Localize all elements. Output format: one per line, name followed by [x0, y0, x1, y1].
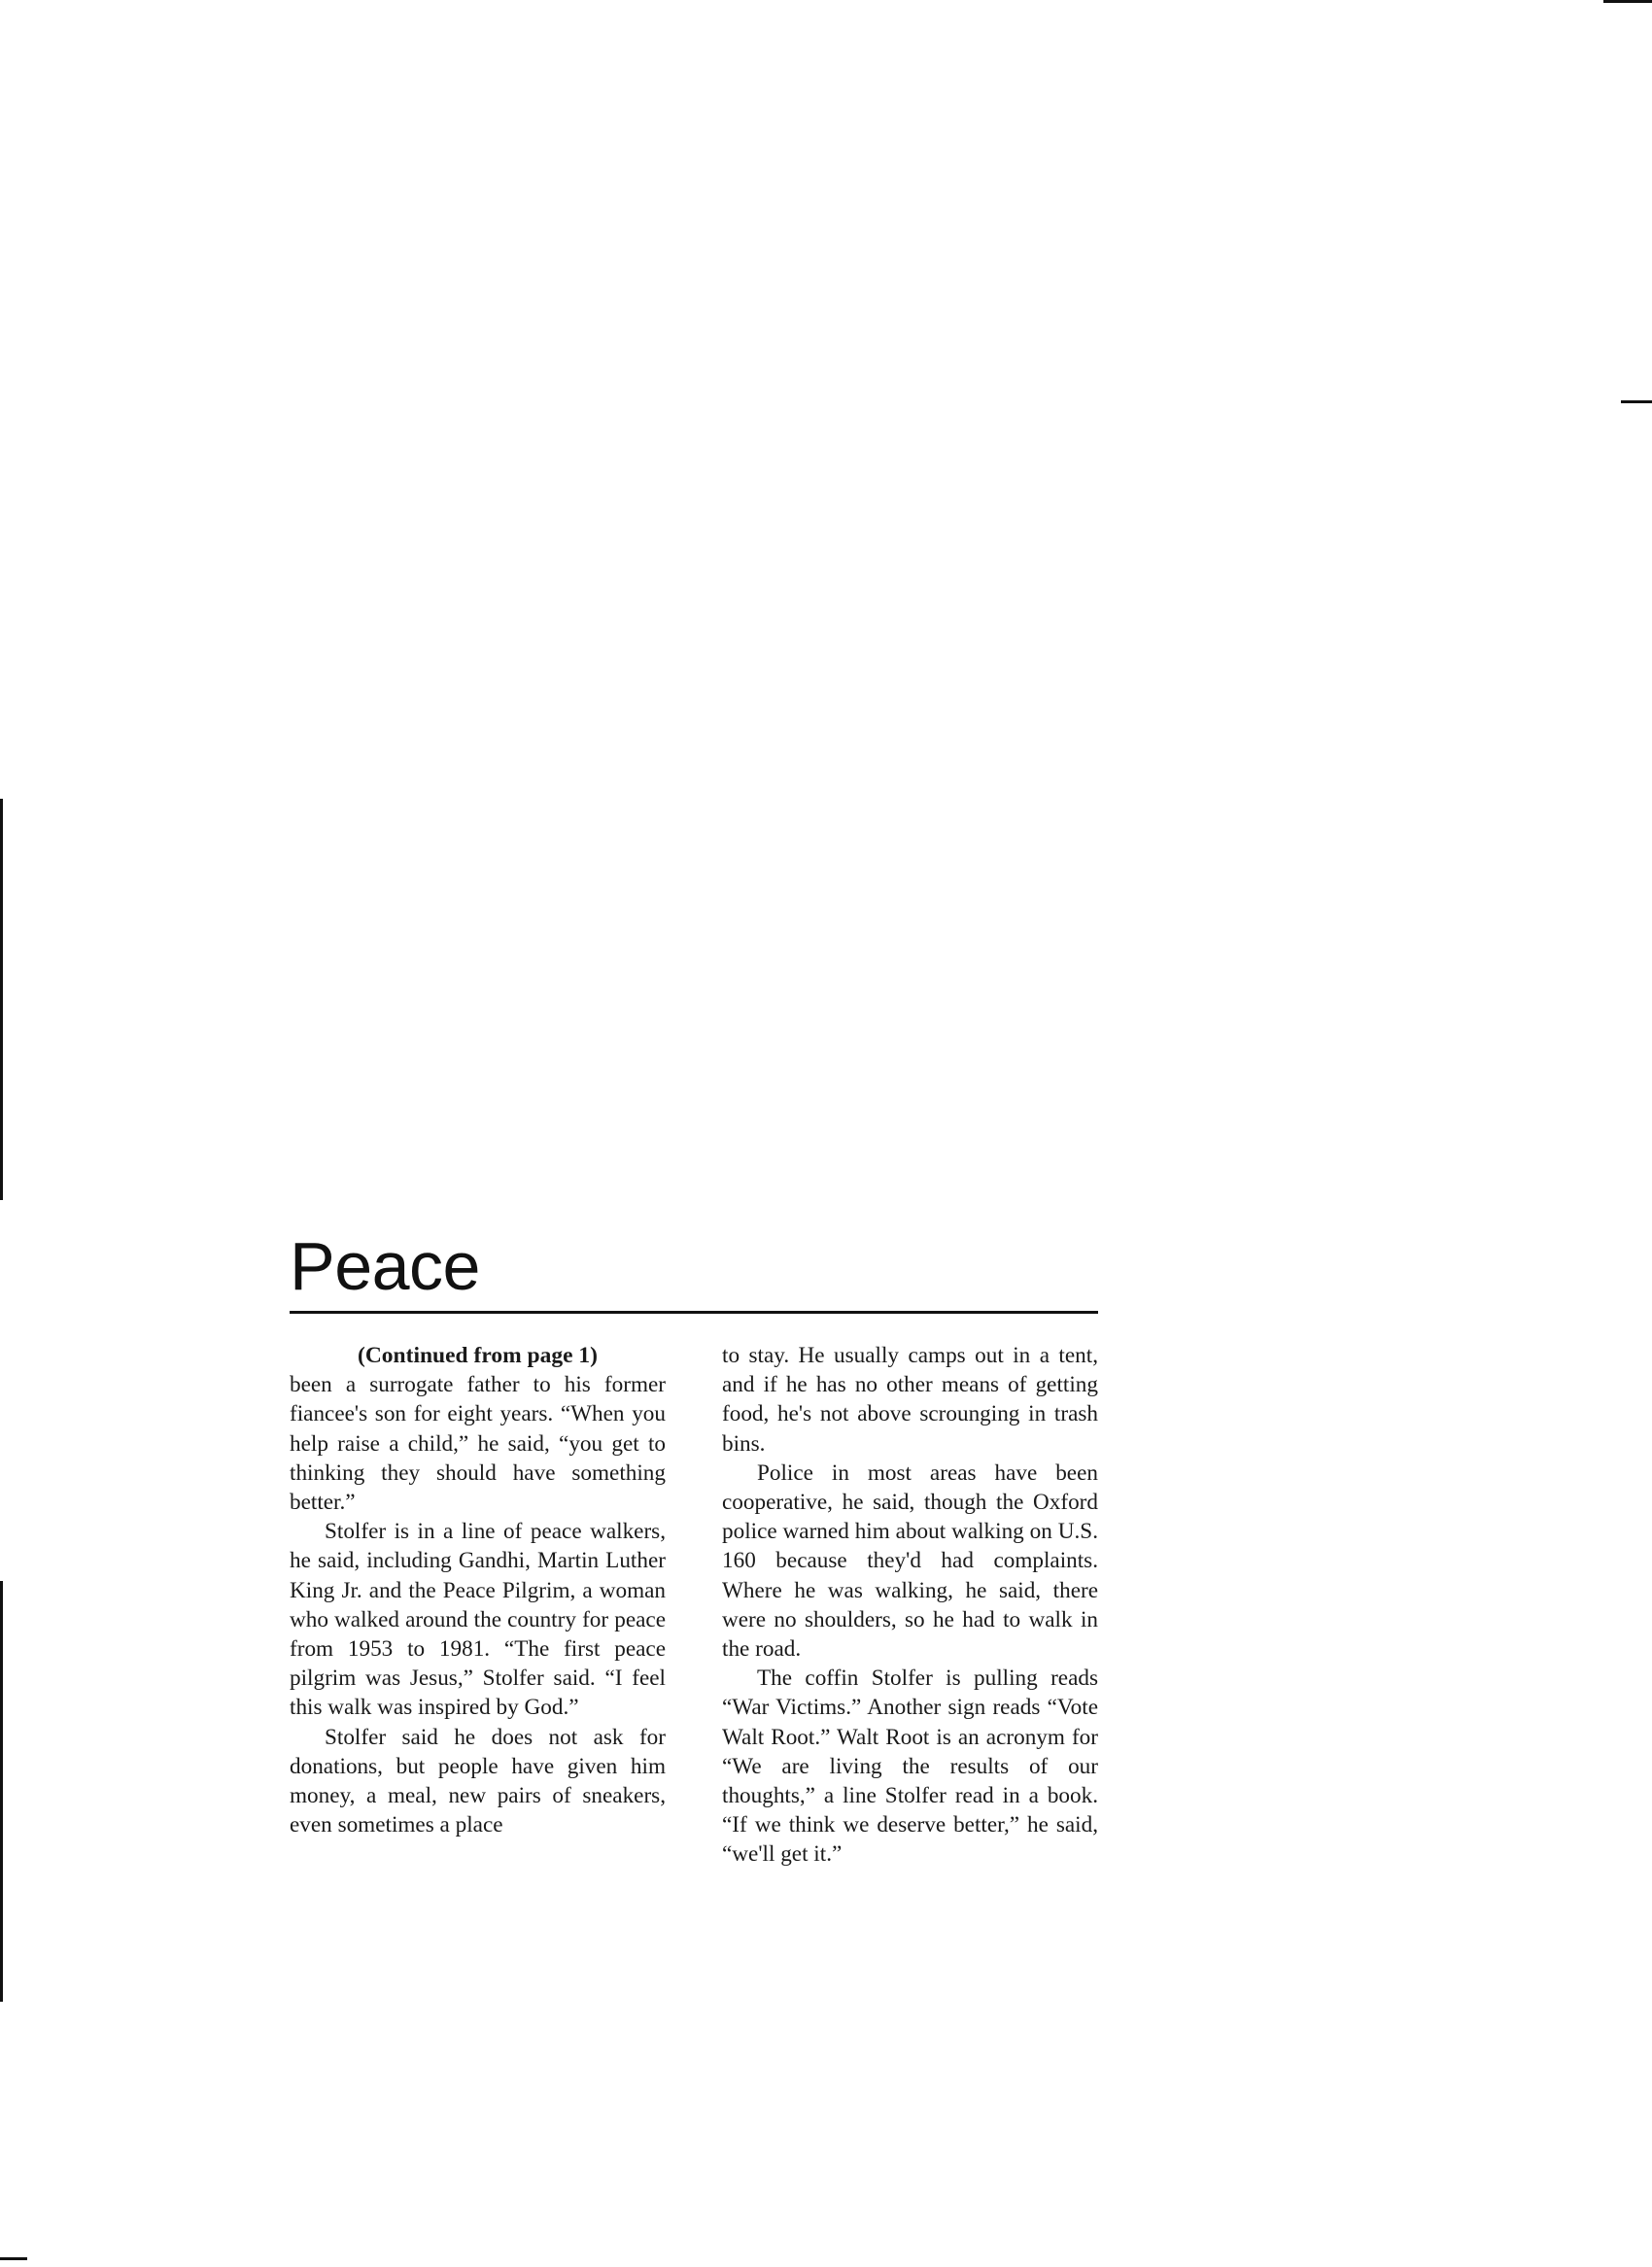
headline: Peace: [290, 1228, 480, 1304]
scan-edge-mark: [0, 799, 3, 1200]
paragraph: Stolfer is in a line of peace walkers, he said, including Gandhi, Martin Luther King Jr. and the Peace Pilgrim, a woman who walked around the country for peace from 1953 to 1981. “The first peace pilgrim was Jesus,” Stolfer said. “I feel this walk was inspired by God.”: [290, 1519, 666, 1721]
column-left: [290, 1341, 666, 1870]
headline-rule: [290, 1311, 1098, 1314]
paragraph: Stolfer said he does not ask for donations, but people have given him money, a meal, new pairs of sneakers, even sometimes a place: [290, 1724, 666, 1838]
paragraph: been a surrogate father to his former fiancee's son for eight years. “When you help raise a child,” he said, “you get to thinking they should have something better.”: [290, 1372, 666, 1516]
scan-edge-mark: [0, 1581, 3, 2002]
article-columns: [290, 1341, 1098, 1870]
scan-edge-mark: [0, 2257, 27, 2260]
paragraph: to stay. He usually camps out in a tent, and if he has no other means of getting food, he's not above scrounging in trash bins.: [722, 1343, 1098, 1457]
scan-edge-mark: [1621, 400, 1652, 403]
continued-note: (Continued from page 1): [358, 1343, 598, 1368]
paragraph: The coffin Stolfer is pulling reads “War Victims.” Another sign reads “Vote Walt Root.” Walt Root is an acronym for “We are living the results of our thoughts,” a line Stolfer read in a book. “If we think we deserve better,” he said, “we'll get it.”: [722, 1666, 1098, 1868]
column-right: [722, 1341, 1098, 1870]
scan-edge-mark: [1603, 0, 1652, 3]
paragraph: Police in most areas have been cooperative, he said, though the Oxford police warned him about walking on U.S. 160 because they'd had complaints. Where he was walking, he said, there were no shoulders, so he had to walk in the road.: [722, 1460, 1098, 1663]
article: [290, 1228, 1098, 1870]
